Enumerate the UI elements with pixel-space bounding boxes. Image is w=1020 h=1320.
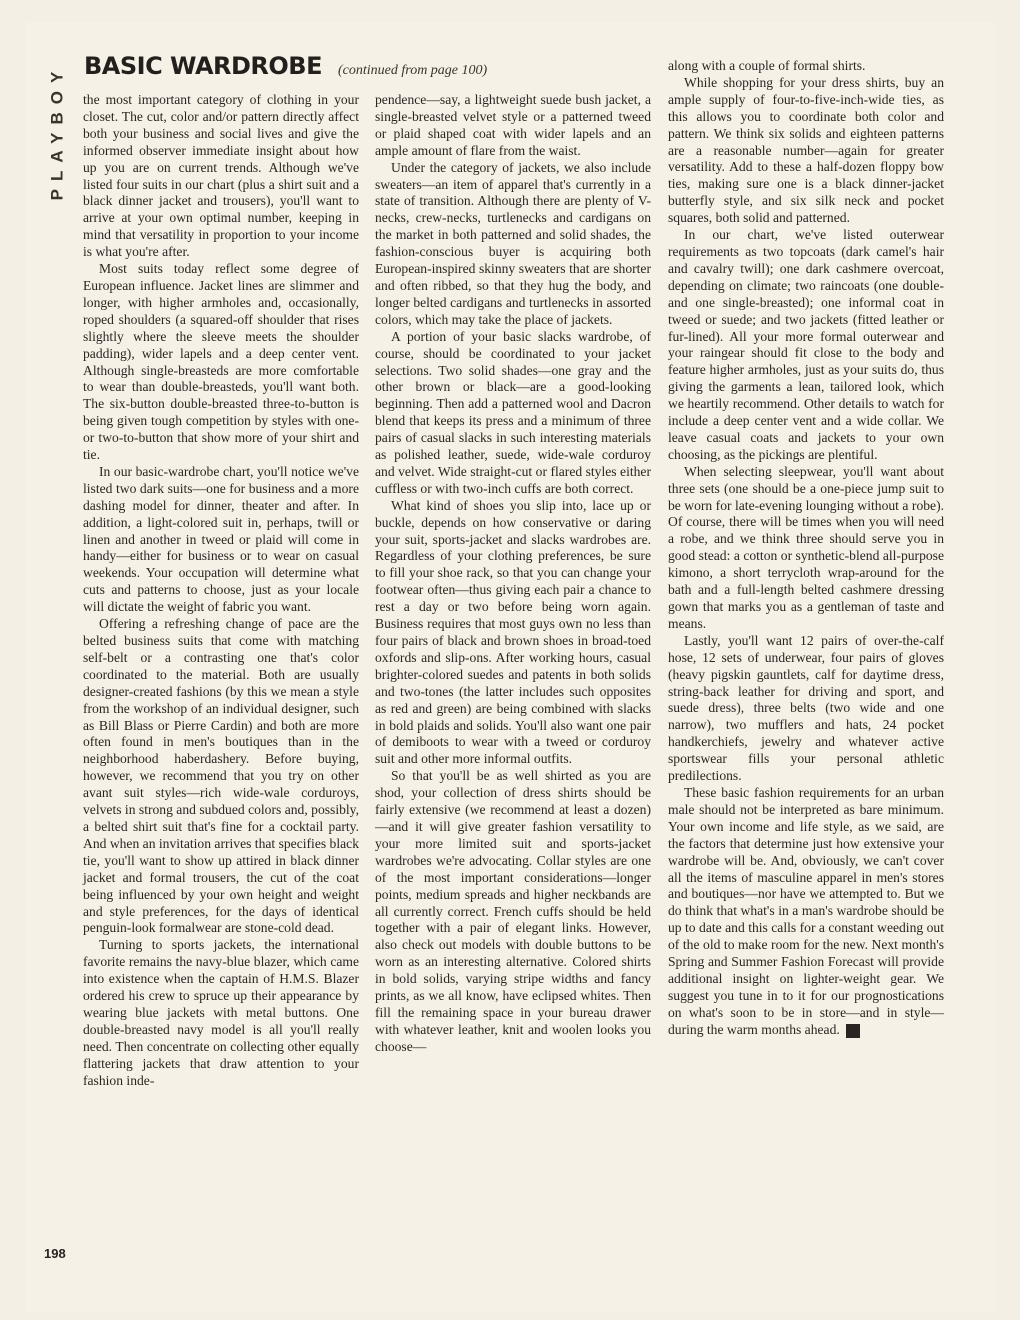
paragraph: Under the category of jackets, we also include sweaters—an item of apparel that's currently in a state of transition. Although there are plenty of V-necks, crew-necks, turtlenecks and cardigans on the market in both patterned and solid shades, the fashion-conscious buyer is acquiring both European-inspired skinny sweaters that are shorter and often ribbed, so that they hug the body, and longer belted cardigans and turtlenecks in assorted colors, which may take the place of jackets. [375,159,651,327]
magazine-masthead [44,52,70,212]
paragraph: What kind of shoes you slip into, lace up or buckle, depends on how conservative or daring your suit, sports-jacket and slacks wardrobes are. Regardless of your clothing preferences, be sure to fill your shoe rack, so that you can change your footwear often—thus giving each pair a chance to rest a day or two before being worn again. Business requires that most guys own no less than four pairs of black and brown shoes in broad-toed oxfords and slip-ons. After working hours, casual brighter-colored suedes and patents in both solids and two-tones (the latter includes such opposites as red and green) are being combined with slacks in bold plaids and solids. You'll also want one pair of demiboots to wear with a tweed or corduroy suit and other more informal outfits. [375,497,651,767]
paragraph: While shopping for your dress shirts, buy an ample supply of four-to-five-inch-wide ties, as this allows you to coordinate both color and pattern. We think six solids and eighteen patterns are a reasonable number—again for greater versatility. Add to these a half-dozen floppy bow ties, making sure one is a black dinner-jacket butterfly style, and six silk neck and pocket squares, both solid and patterned. [668,74,944,226]
paragraph: Most suits today reflect some degree of European influence. Jacket lines are slimmer and longer, with higher armholes and, occasionally, roped shoulders (a squared-off shoulder that rises slightly where the sleeve meets the shoulder padding), wider lapels and a deep center vent. Although single-breasteds are more comfortable to wear than double-breasteds, you'll want both. The six-button double-breasted three-to-button is being given tough competition by styles with one- or two-to-button that show more of your shirt and tie. [83,261,359,463]
paragraph: the most important category of clothing in your closet. The cut, color and/or pattern directly affect both your business and social lives and give the informed observer immediate insight about how up you are on current trends. Although we've listed four suits in our chart (plus a shirt suit and a black dinner jacket and trousers), you'll want to arrive at your own optimal number, keeping in mind that versatility in proportion to your income is what you're after. [83,92,359,260]
paragraph: along with a couple of formal shirts. [668,58,866,73]
paragraph: A portion of your basic slacks wardrobe, of course, should be coordinated to your jacket selections. Two solid shades—one gray and the other brown or black—are a good-looking beginning. Then add a patterned wool and Dacron blend that keeps its press and a minimum of three pairs of casual slacks in such interesting materials as polished leather, suede, wide-wale corduroy and velvet. Wide straight-cut or flared styles either cuffless or with two-inch cuffs are both correct. [375,328,651,496]
column-1 [83,92,359,1089]
masthead-text: PLAYBOY [47,63,66,201]
paragraph: Lastly, you'll want 12 pairs of over-the-calf hose, 12 sets of underwear, four pairs of gloves (heavy pigskin gauntlets, calf for daytime dress, string-back leather for driving and sport, and suede dress), three belts (two wide and one narrow), two mufflers and hats, 24 pocket handkerchiefs, jewelry and whatever active sportswear fills your personal athletic predilections. [668,632,944,784]
paragraph: Turning to sports jackets, the international favorite remains the navy-blue blazer, which came into existence when the captain of H.M.S. Blazer ordered his crew to spruce up their appearance by wearing blue jackets with metal buttons. One double-breasted navy model is all you'll really need. Then concentrate on collecting other equally flattering jackets that draw attention to your fashion inde- [83,937,359,1088]
paragraph: When selecting sleepwear, you'll want about three sets (one should be a one-piece jump suit to be worn for late-evening lounging without a robe). Of course, there will be times when you will need a robe, and we think three should serve you in good stead: a cotton or synthetic-blend all-purpose kimono, a short terrycloth wrap-around for the bath and a full-length belted cashmere dressing gown that marks you as a gentleman of taste and means. [668,463,944,631]
paragraph: pendence—say, a lightweight suede bush jacket, a single-breasted velvet style or a patterned tweed or plaid shaped coat with wider lapels and an ample amount of flare from the waist. [375,92,651,158]
article-heading [84,52,644,80]
column-3 [668,58,944,1039]
rabbit-head-icon: ♦ [846,1024,860,1038]
paragraph-text: These basic fashion requirements for an urban male should not be interpreted as bare minimum. Your own income and life style, as we said, are the factors that determine just how extensive your wardrobe will be. And, obviously, we can't cover all the items of masculine apparel in men's stores and boutiques—nor have we attempted to. But we do think that what's in a man's wardrobe should be up to date and this calls for a constant weeding out of the old to make room for the new. Next month's Spring and Summer Fashion Forecast will provide additional insight on lighter-weight gear. We suggest you tune in to it for our prognostications on what's soon to be in store—and in style—during the warm months ahead. [668,784,944,1037]
column-2 [375,92,651,1056]
paragraph: Offering a refreshing change of pace are the belted business suits that come with matching self-belt or a contrasting one that's color coordinated to the material. Both are usually designer-created fashions (by this we mean a style from the workshop of an individual designer, such as Bill Blass or Pierre Cardin) and both are more often found in men's boutiques than in the neighborhood haberdashery. Before buying, however, we recommend that you try on other avant suit styles—rich wide-wale corduroys, velvets in strong and subdued colors and, possibly, a belted shirt suit that's fine for a cocktail party. And when an invitation arrives that specifies black tie, you'll want to show up attired in black dinner jacket and formal trousers, the cut of the coat being influenced by your own height and weight and style preferences, for the days of identical penguin-look formalwear are stone-cold dead. [83,616,359,936]
paragraph: In our basic-wardrobe chart, you'll notice we've listed two dark suits—one for business and a more dashing model for dinner, theater and after. In addition, a light-colored suit in, perhaps, twill or linen and another in tweed or plaid will come in handy—either for business or to wear on casual weekends. Your occupation will determine what cuts and patterns to choose, just as your locale will dictate the weight of fabric you want. [83,463,359,615]
continued-note: (continued from page 100) [338,63,488,78]
article-title: BASIC WARDROBE [84,52,322,80]
paragraph: So that you'll be as well shirted as you are shod, your collection of dress shirts should be fairly extensive (we recommend at least a dozen)—and it will give greater fashion versatility to your more limited suit and sports-jacket wardrobes we're advocating. Collar styles are one of the most important considerations—longer points, medium spreads and higher neckbands are all currently correct. French cuffs should be held together with a pair of elegant links. However, also check out models with double buttons to be worn as an interesting alternative. Colored shirts in bold solids, varying stripe widths and fancy prints, as we all know, have eclipsed whites. Then fill the remaining space in your bureau drawer with whatever leather, knit and woolen looks you choose— [375,768,651,1054]
paragraph: In our chart, we've listed outerwear requirements as two topcoats (dark camel's hair and cavalry twill); one dark cashmere overcoat, depending on climate; two raincoats (one double- and one single-breasted); one informal coat in tweed or suede; and two jackets (fitted leather or fur-lined). All your more formal outerwear and your raingear should fit close to the body and feature higher armholes, just as your suits do, thus giving the garments a lean, tailored look, which we heartily recommend. Other details to watch for include a deep center vent and a wide collar. We leave casual coats and jackets to your own choosing, as the pickings are plentiful. [668,227,944,462]
page-number: 198 [44,1246,66,1261]
paragraph-last [668,785,944,1039]
